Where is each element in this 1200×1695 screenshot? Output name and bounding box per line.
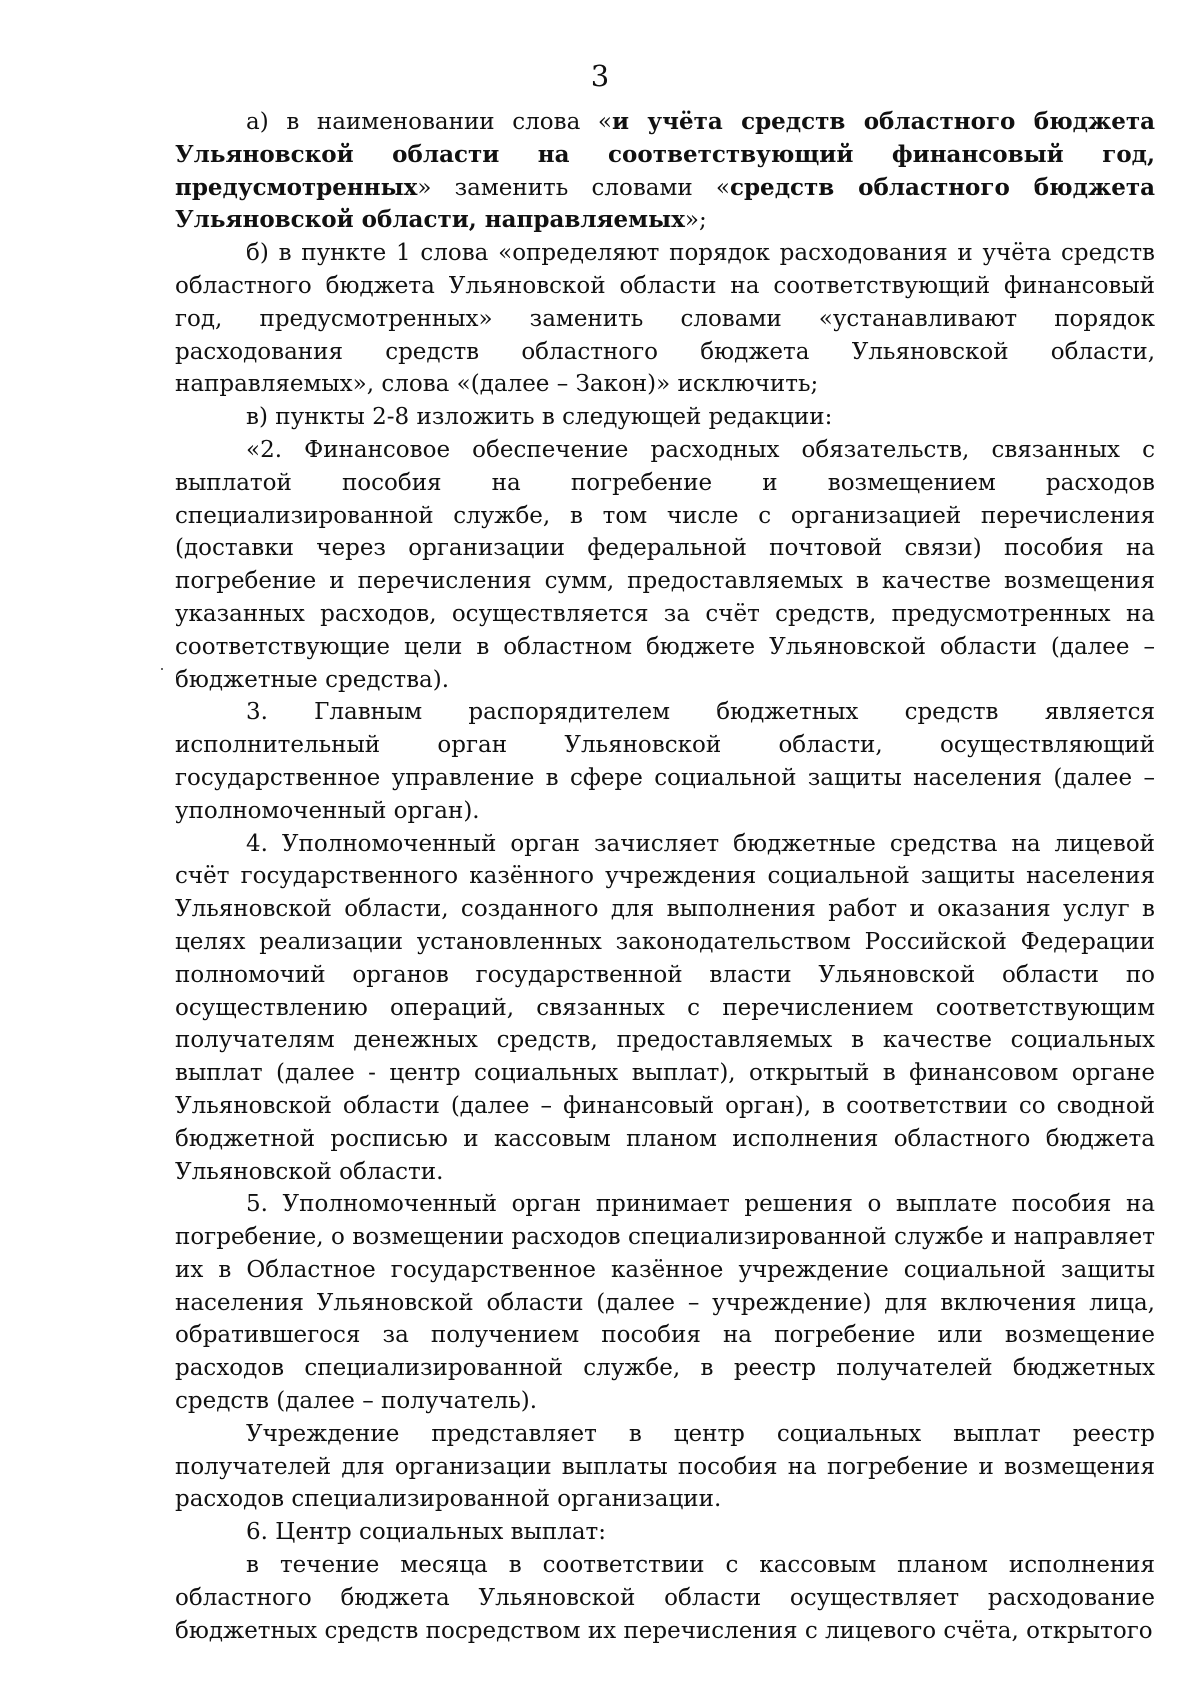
document-body bbox=[175, 106, 1155, 1647]
paragraph-a bbox=[175, 106, 1155, 237]
clause-6: 6. Центр социальных выплат: bbox=[246, 1519, 607, 1546]
paragraph-a-bold-1: и учёта средств областного бюджета Ульяновской области на соответствующий финансовый год, предусмотренных bbox=[175, 108, 1155, 201]
paragraph-b: б) в пункте 1 слова «определяют порядок расходования и учёта средств областного бюджета Ульяновской области на соответствующий финансовый год, предусмотренных» заменить словами «устанавливают порядок расходования средств областного бюджета Ульяновской области, направляемых», слова «(далее – Закон)» исключить; bbox=[175, 240, 1155, 398]
clause-4: 4. Уполномоченный орган зачисляет бюджетные средства на лицевой счёт государственного казённого учреждения социальной защиты населения Ульяновской области, созданного для выполнения работ и оказания услуг в целях реализации установленных законодательством Российской Федерации полномочий органов государственной власти Ульяновской области по осуществлению операций, связанных с перечислением соответствующим получателям денежных средств, предоставляемых в качестве социальных выплат (далее - центр социальных выплат), открытый в финансовом органе Ульяновской области (далее – финансовый орган), в соответствии со сводной бюджетной росписью и кассовым планом исполнения областного бюджета Ульяновской области. bbox=[175, 830, 1155, 1185]
page-number: 3 bbox=[590, 59, 610, 93]
clause-5-continuation: Учреждение представляет в центр социальных выплат реестр получателей для организации выплаты пособия на погребение и возмещения расходов специализированной организации. bbox=[175, 1420, 1155, 1513]
paragraph-a-text-3: »; bbox=[684, 207, 707, 234]
paragraph-a-bold-2: средств областного бюджета Ульяновской области, направляемых bbox=[175, 173, 1155, 234]
clause-5: 5. Уполномоченный орган принимает решения о выплате пособия на погребение, о возмещении расходов специализированной службе и направляет их в Областное государственное казённое учреждение социальной защиты населения Ульяновской области (далее – учреждение) для включения лица, обратившегося за получением пособия на погребение или возмещение расходов специализированной службе, в реестр получателей бюджетных средств (далее – получатель). bbox=[175, 1191, 1155, 1415]
paragraph-a-text-1: а) в наименовании слова « bbox=[246, 109, 612, 135]
paragraph-v: в) пункты 2-8 изложить в следующей редакции: bbox=[246, 404, 833, 431]
clause-2: «2. Финансовое обеспечение расходных обязательств, связанных с выплатой пособия на погребение и возмещением расходов специализированной службе, в том числе с организацией перечисления (доставки через организации федеральной почтовой связи) пособия на погребение и перечисления сумм, предоставляемых в качестве возмещения указанных расходов, осуществляется за счёт средств, предусмотренных на соответствующие цели в областном бюджете Ульяновской области (далее – бюджетные средства). bbox=[175, 436, 1155, 693]
clause-3: 3. Главным распорядителем бюджетных средств является исполнительный орган Ульяновской области, осуществляющий государственное управление в сфере социальной защиты населения (далее – уполномоченный орган). bbox=[175, 699, 1155, 824]
paragraph-a-text-2: » заменить словами « bbox=[417, 174, 730, 201]
scan-mark bbox=[161, 668, 163, 670]
clause-6-item: в течение месяца в соответствии с кассовым планом исполнения областного бюджета Ульяновской области осуществляет расходование бюджетных средств посредством их перечисления с лицевого счёта, открытого bbox=[175, 1552, 1155, 1644]
